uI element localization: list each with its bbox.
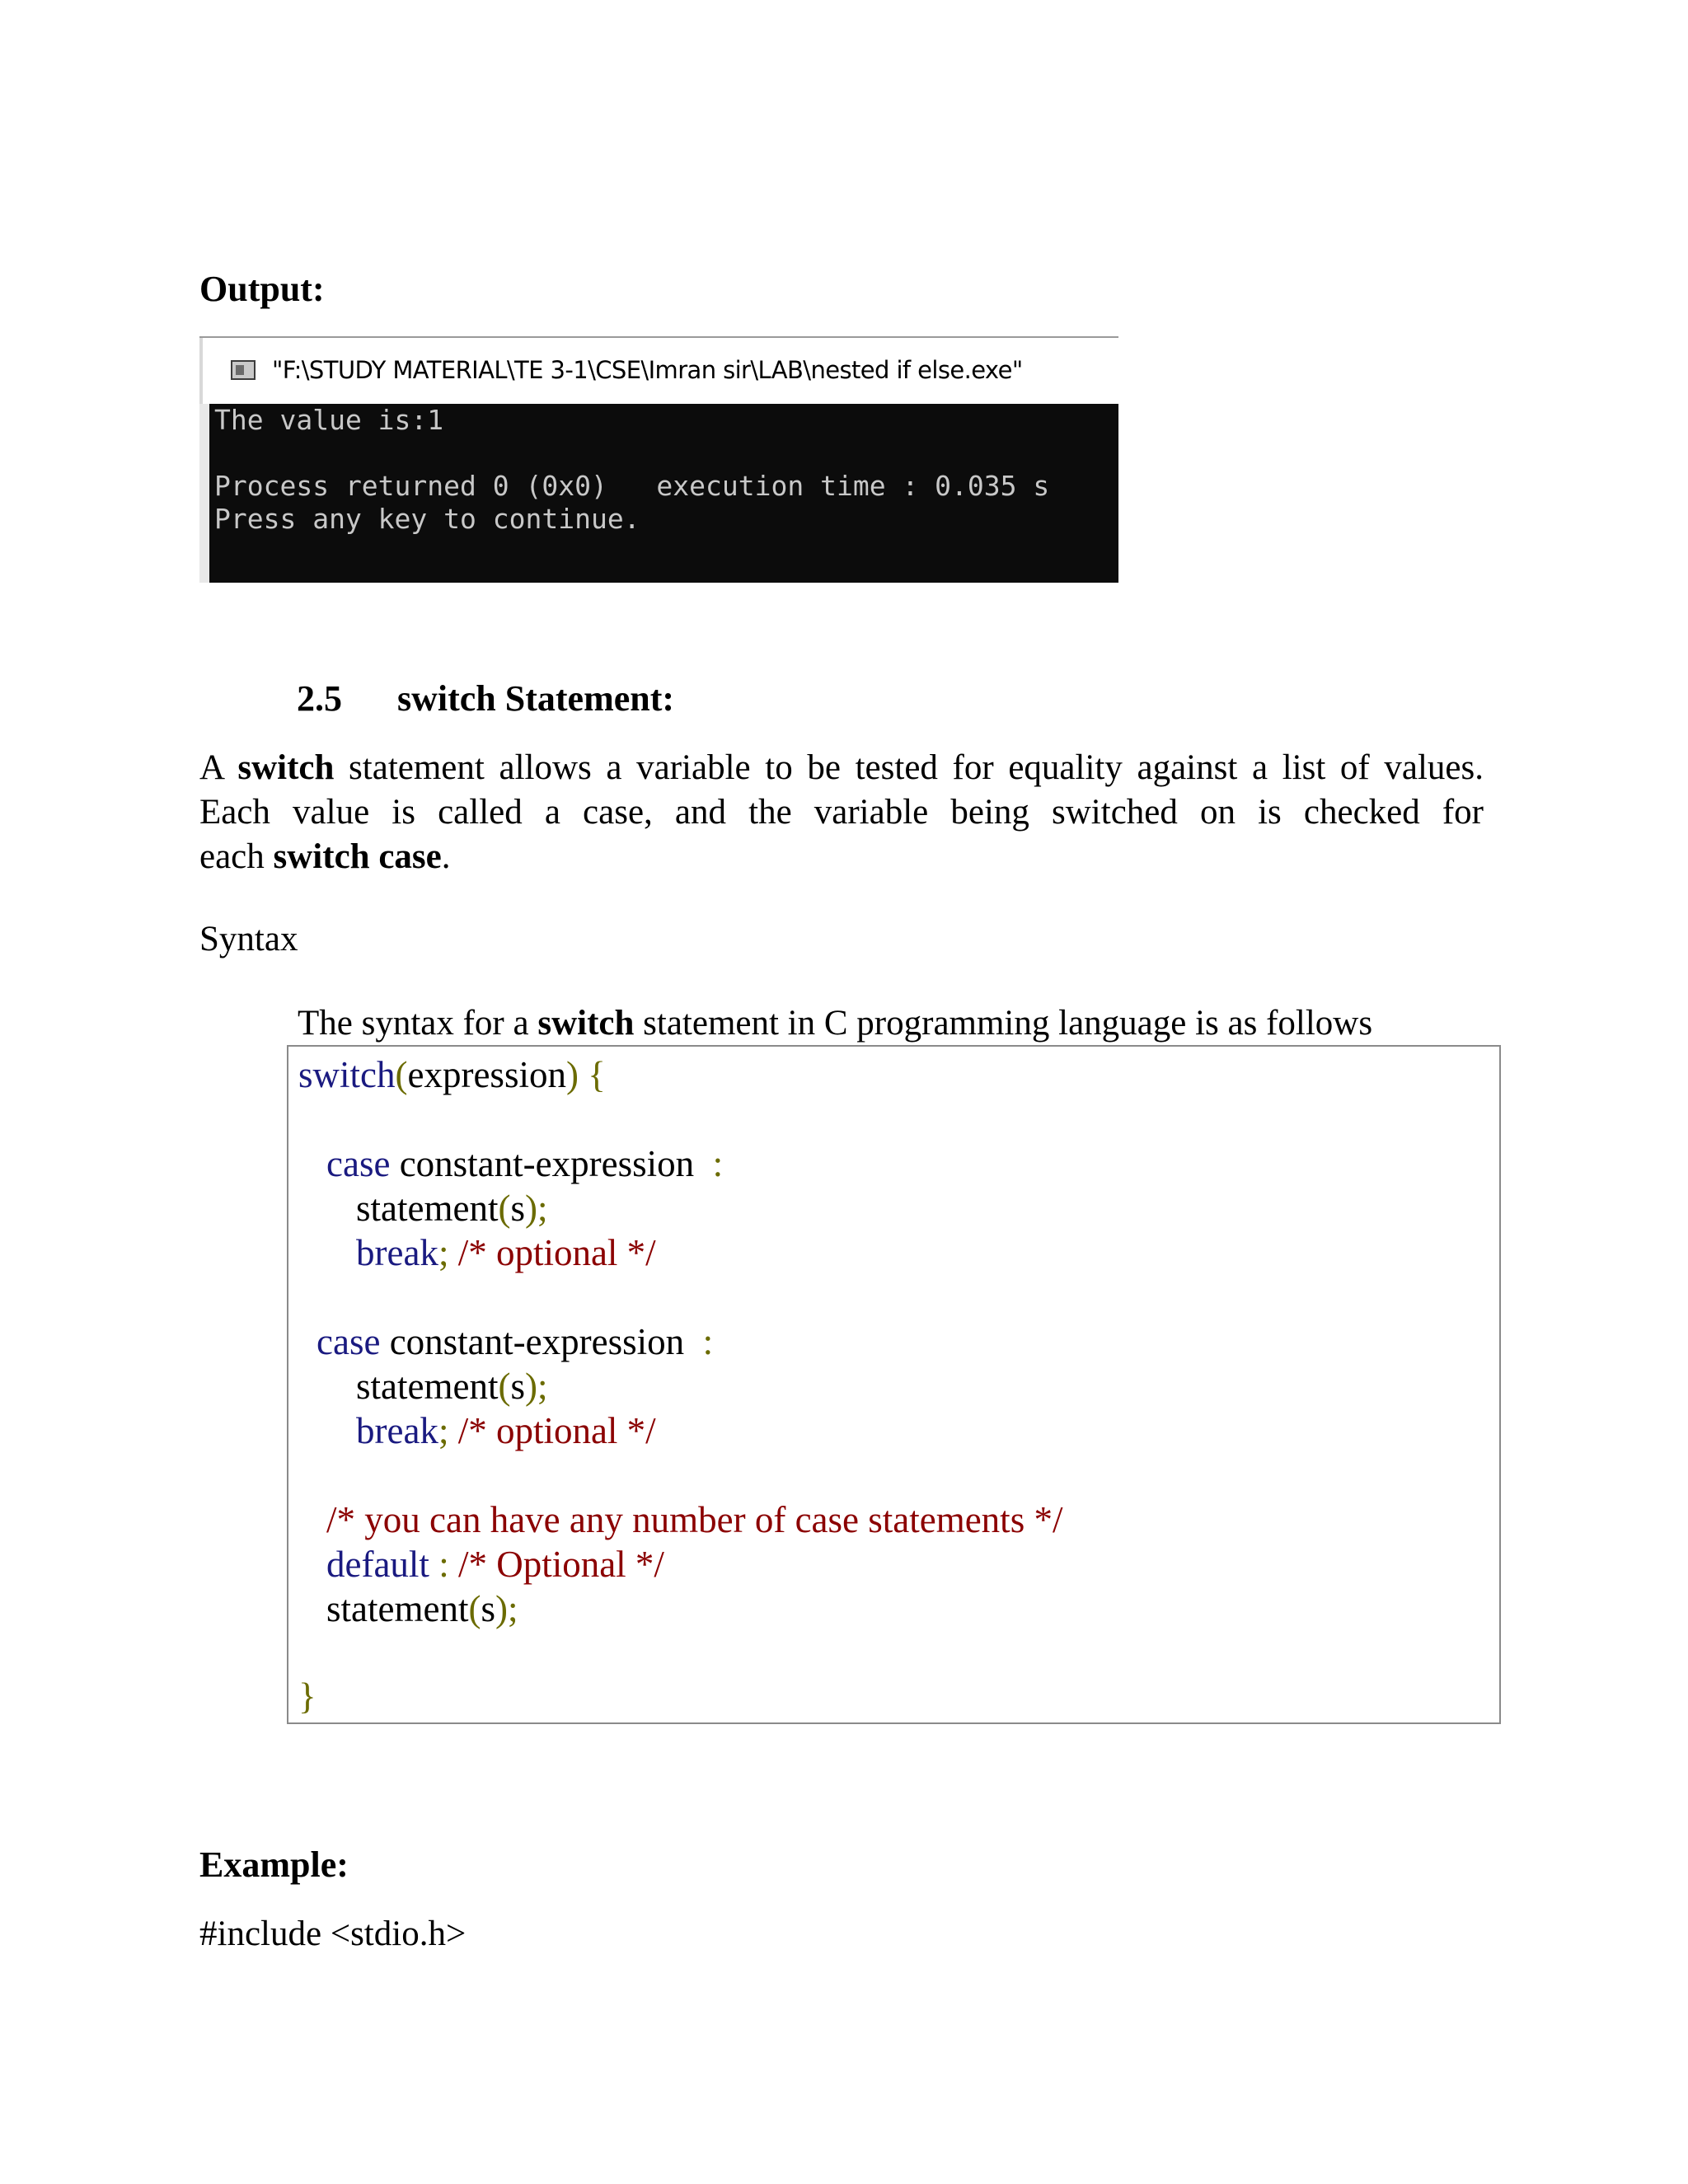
code-punct: : xyxy=(694,1143,724,1184)
intro-text: . xyxy=(441,837,451,876)
code-text: expression xyxy=(407,1054,566,1095)
console-line: Process returned 0 (0x0) execution time : 0.035 s xyxy=(214,470,1050,502)
syntax-desc-keyword: switch xyxy=(537,1004,635,1043)
code-keyword: default xyxy=(326,1544,429,1585)
code-text: constant-expression xyxy=(380,1321,685,1362)
code-punct: : xyxy=(429,1544,449,1585)
code-text: s xyxy=(510,1366,525,1407)
intro-keyword: switch xyxy=(237,748,335,787)
code-comment: /* Optional */ xyxy=(448,1544,664,1585)
code-line-break xyxy=(356,1409,656,1452)
code-keyword: case xyxy=(326,1143,391,1184)
code-keyword: case xyxy=(316,1321,381,1362)
code-line-switch xyxy=(298,1053,606,1096)
intro-text: Each value is called a case, and the variable being switched on is checked for xyxy=(199,793,1484,832)
code-text: constant-expression xyxy=(390,1143,695,1184)
intro-text: statement allows a variable to be tested for equality against a list of values. xyxy=(334,748,1484,787)
code-text: s xyxy=(510,1188,525,1229)
syntax-desc-text: The syntax for a xyxy=(298,1004,538,1043)
syntax-desc-text: statement in C programming language is as follows xyxy=(634,1004,1373,1043)
code-keyword: break xyxy=(356,1410,438,1451)
syntax-description xyxy=(298,1001,1372,1046)
syntax-code-box xyxy=(287,1045,1501,1724)
code-line-statement: statement(s); xyxy=(326,1588,518,1629)
code-line-default xyxy=(326,1543,664,1586)
intro-keyword: switch case xyxy=(273,837,442,876)
intro-text: each xyxy=(199,837,274,876)
code-text: statement xyxy=(356,1188,499,1229)
example-heading: Example: xyxy=(199,1844,349,1885)
code-text: s xyxy=(481,1588,495,1629)
section-title: switch Statement: xyxy=(397,678,675,719)
intro-text: A xyxy=(199,748,238,787)
console-line: The value is:1 xyxy=(214,404,444,436)
code-punct: : xyxy=(684,1321,714,1362)
code-comment: /* you can have any number of case statements */ xyxy=(326,1499,1063,1540)
console-window xyxy=(199,336,1118,583)
code-keyword: break xyxy=(356,1232,438,1273)
syntax-label: Syntax xyxy=(199,920,298,958)
intro-paragraph xyxy=(199,746,1484,879)
console-app-icon xyxy=(231,360,256,380)
code-line-case xyxy=(316,1320,713,1363)
code-text: statement xyxy=(326,1588,469,1629)
code-text: statement xyxy=(356,1366,499,1407)
code-punct: } xyxy=(298,1675,316,1717)
code-punct: ; xyxy=(438,1232,449,1273)
code-punct: ; xyxy=(438,1410,449,1451)
code-punct: ) { xyxy=(565,1054,606,1095)
section-number: 2.5 xyxy=(297,678,342,719)
code-comment: /* optional */ xyxy=(448,1410,656,1451)
code-line-close xyxy=(298,1675,316,1718)
console-line: Press any key to continue. xyxy=(214,503,640,535)
code-line-break xyxy=(356,1231,656,1274)
code-keyword: switch xyxy=(298,1054,396,1095)
code-punct: ( xyxy=(395,1054,408,1095)
include-line: #include <stdio.h> xyxy=(199,1915,467,1953)
console-title: "F:\STUDY MATERIAL\TE 3-1\CSE\Imran sir\LAB\nested if else.exe" xyxy=(272,356,1023,384)
console-titlebar xyxy=(199,338,1122,404)
code-comment: /* optional */ xyxy=(448,1232,656,1273)
code-line-case xyxy=(326,1142,723,1185)
output-heading: Output: xyxy=(199,269,325,309)
code-line-statement: statement(s); xyxy=(356,1366,548,1407)
code-line-comment xyxy=(326,1498,1062,1541)
console-output xyxy=(199,404,1118,583)
code-line-statement: statement(s); xyxy=(356,1188,548,1229)
